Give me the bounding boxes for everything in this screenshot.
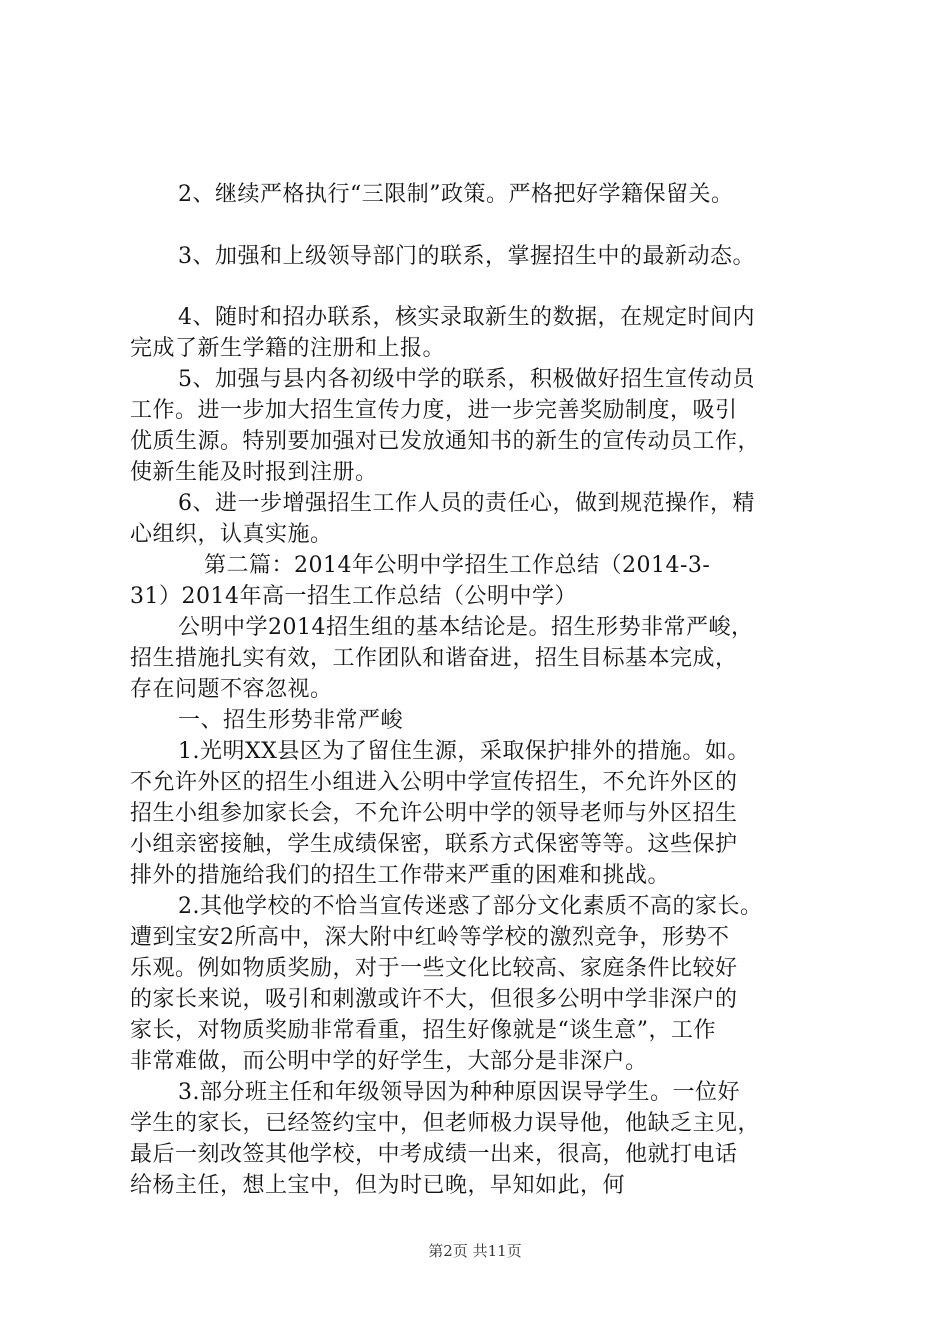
paragraph-line: 工作。进一步加大招生宣传力度，进一步完善奖励制度，吸引 [130, 398, 738, 423]
paragraph-line: 5、加强与县内各初级中学的联系，积极做好招生宣传动员 [178, 367, 755, 392]
paragraph-line: 6、进一步增强招生工作人员的责任心，做到规范操作，精 [178, 491, 755, 516]
paragraph-line: 3.部分班主任和年级领导因为种种原因误导学生。一位好 [178, 1080, 740, 1105]
paragraph-line: 心组织，认真实施。 [130, 522, 333, 547]
paragraph-line: 使新生能及时报到注册。 [130, 460, 378, 485]
paragraph-line: 4、随时和招办联系，核实录取新生的数据，在规定时间内 [178, 305, 755, 330]
page-footer: 第2页 共11页 [428, 1242, 522, 1260]
paragraph-line: 存在问题不容忽视。 [130, 677, 333, 702]
section-heading-line: 第二篇：2014年公明中学招生工作总结（2014-3- [204, 553, 711, 578]
section-heading-line: 31）2014年高一招生工作总结（公明中学） [130, 584, 577, 609]
paragraph-line: 招生小组参加家长会，不允许公明中学的领导老师与外区招生 [130, 801, 738, 826]
paragraph-line: 优质生源。特别要加强对已发放通知书的新生的宣传动员工作， [130, 429, 761, 454]
paragraph-line: 公明中学2014招生组的基本结论是。招生形势非常严峻， [178, 615, 754, 640]
paragraph-line: 3、加强和上级领导部门的联系，掌握招生中的最新动态。 [178, 244, 755, 269]
paragraph-line: 1.光明XX县区为了留住生源，采取保护排外的措施。如。 [178, 739, 750, 764]
paragraph-line: 最后一刻改签其他学校，中考成绩一出来，很高，他就打电话 [130, 1142, 738, 1167]
paragraph-line: 学生的家长，已经签约宝中，但老师极力误导他，他缺乏主见， [130, 1111, 761, 1136]
paragraph-line: 遭到宝安2所高中，深大附中红岭等学校的激烈竞争，形势不 [130, 925, 730, 950]
paragraph-line: 2.其他学校的不恰当宣传迷惑了部分文化素质不高的家长。 [178, 894, 763, 919]
paragraph-line: 家长，对物质奖励非常看重，招生好像就是“谈生意”，工作 [130, 1018, 716, 1043]
paragraph-line: 乐观。例如物质奖励，对于一些文化比较高、家庭条件比较好 [130, 956, 738, 981]
paragraph-line: 排外的措施给我们的招生工作带来严重的困难和挑战。 [130, 863, 671, 888]
paragraph-line: 完成了新生学籍的注册和上报。 [130, 336, 446, 361]
paragraph-line: 不允许外区的招生小组进入公明中学宣传招生，不允许外区的 [130, 770, 738, 795]
paragraph-line: 给杨主任，想上宝中，但为时已晚，早知如此，何 [130, 1173, 626, 1198]
paragraph-line: 小组亲密接触，学生成绩保密，联系方式保密等等。这些保护 [130, 832, 738, 857]
paragraph-line: 的家长来说，吸引和刺激或许不大，但很多公明中学非深户的 [130, 987, 738, 1012]
paragraph-line: 2、继续严格执行“三限制”政策。严格把好学籍保留关。 [178, 182, 734, 207]
subheading-line: 一、招生形势非常严峻 [178, 708, 404, 733]
paragraph-line: 非常难做，而公明中学的好学生，大部分是非深户。 [130, 1049, 648, 1074]
paragraph-line: 招生措施扎实有效，工作团队和谐奋进，招生目标基本完成， [130, 646, 738, 671]
